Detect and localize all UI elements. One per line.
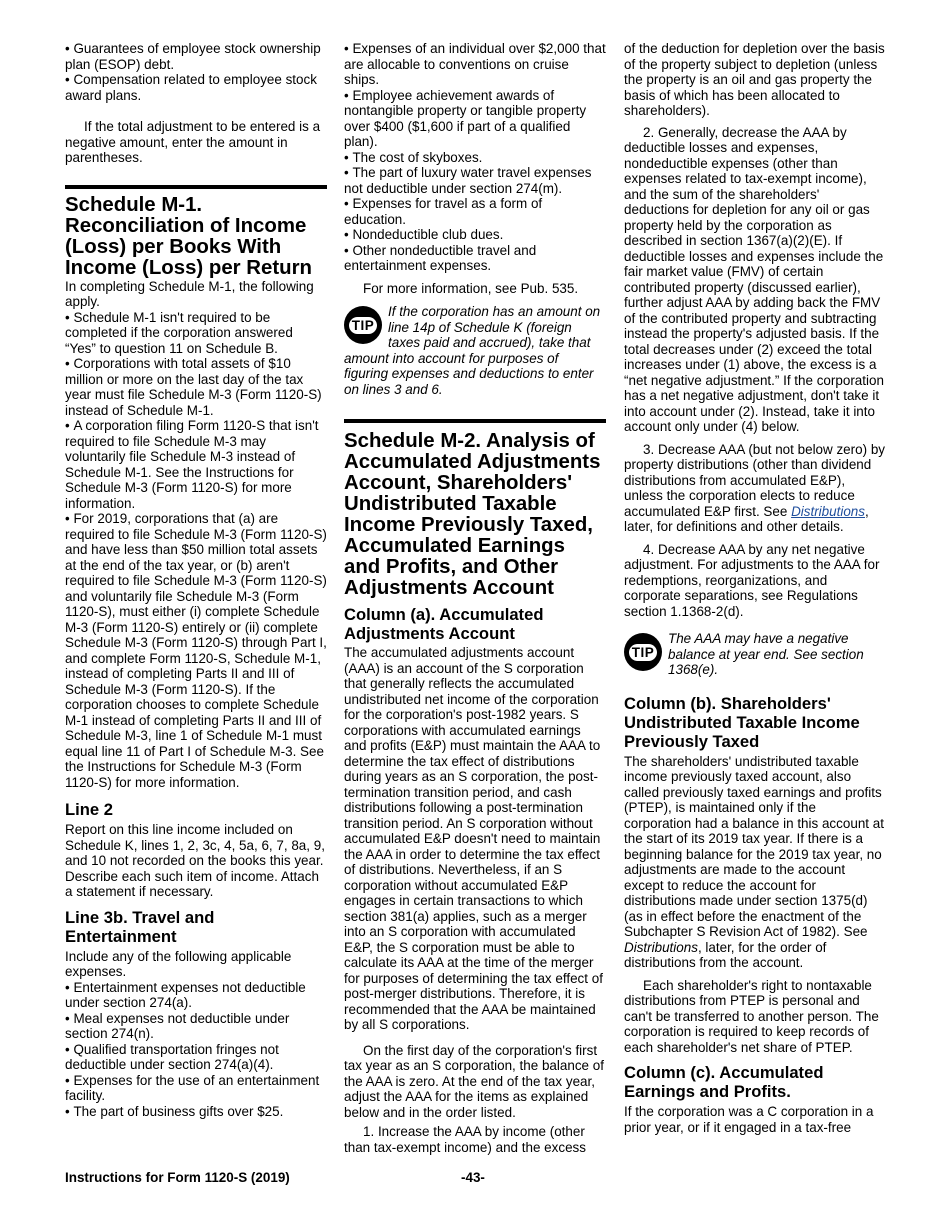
page-number: -43-: [461, 1170, 485, 1185]
paragraph: For more information, see Pub. 535.: [363, 280, 579, 296]
list-item: • A corporation filing Form 1120-S that isn't required to file Schedule M-3 may voluntarily file Schedule M-3 instead of Schedule M-1. See the Instructions for Schedule M-3 (Form 1120-S) for more information.: [65, 418, 327, 511]
list-item: • Schedule M-1 isn't required to be completed if the corporation answered “Yes” to question 11 on Schedule B.: [65, 310, 327, 357]
footer-title: Instructions for Form 1120-S (2019): [65, 1170, 290, 1185]
heading-schedule-m1: Schedule M-1. Reconciliation of Income (Loss) per Books With Income (Loss) per Return: [65, 193, 312, 279]
paragraph: 3. Decrease AAA (but not below zero) by property distributions (other than dividend distributions from accumulated E&P), unless the corporation elects to reduce accumulated E&P first. See Distributions, later, for definitions and other details.: [624, 441, 886, 534]
list-item: • For 2019, corporations that (a) are required to file Schedule M-3 (Form 1120-S) and have less than $50 million total assets at the end of the tax year, or (b) aren't required to file Schedule M-3 (Form 1120-S) and voluntarily file Schedule M-3 (Form 1120-S), must either (i) complete Schedule M-3 (Form 1120-S) entirely or (ii) complete Schedule M-3 (Form 1120-S) through Part I, and complete Form 1120-S, Schedule M-1, instead of completing Parts II and III of Schedule M-3 (Form 1120-S). If the corporation chooses to complete Schedule M-1 instead of completing Parts II and III of Schedule M-3, line 1 of Schedule M-1 must equal line 11 of Part I of Schedule M-3. See the Instructions for Schedule M-3 (Form 1120-S) for more information.: [65, 511, 327, 790]
tip-note: [344, 304, 606, 397]
list-item: • Compensation related to employee stock award plans.: [65, 72, 327, 103]
list-item: • Expenses of an individual over $2,000 that are allocable to conventions on cruise ships.: [344, 41, 606, 88]
tip-icon: TIP: [344, 306, 382, 344]
column-2: [344, 41, 606, 1155]
paragraph: The shareholders' undistributed taxable income previously taxed account, also called previously taxed earnings and profits (PTEP), is maintained only if the corporation had a balance in this account at the start of its 2019 tax year. If there is a beginning balance for the 2019 tax year, no adjustments are made to the account except to reduce the account for distributions made under section 1375(d) (as in effect before the enactment of the Subchapter S Revision Act of 1982). See Distributions, later, for the order of distributions from the account.: [624, 753, 884, 970]
heading-line-2: Line 2: [65, 800, 113, 819]
list-item: • Other nondeductible travel and entertainment expenses.: [344, 243, 606, 274]
section-rule: [344, 419, 606, 423]
paragraph: Include any of the following applicable expenses.: [65, 948, 292, 979]
paragraph: Report on this line income included on Schedule K, lines 1, 2, 3c, 4, 5a, 6, 7, 8a, 9, and 10 not recorded on the books this year. Describe each such item of income. Attach a statement if necessary.: [65, 822, 325, 899]
list-item: • The part of luxury water travel expenses not deductible under section 274(m).: [344, 165, 606, 196]
list-item: • Meal expenses not deductible under section 274(n).: [65, 1011, 327, 1042]
list-item: • Guarantees of employee stock ownership plan (ESOP) debt.: [65, 41, 327, 72]
tip-text: If the corporation has an amount on line 14p of Schedule K (foreign taxes paid and accrued), take that amount into account for purposes of figuring expenses and deductions to enter on lines 3 and 6.: [344, 304, 601, 397]
list-item: • Expenses for the use of an entertainment facility.: [65, 1073, 327, 1104]
list-item: • Expenses for travel as a form of education.: [344, 196, 606, 227]
paragraph: If the corporation was a C corporation in a prior year, or if it engaged in a tax-free: [624, 1104, 874, 1135]
column-3: [624, 41, 886, 1135]
distributions-link[interactable]: Distributions: [791, 503, 865, 519]
list-item: • Qualified transportation fringes not deductible under section 274(a)(4).: [65, 1042, 327, 1073]
paragraph: of the deduction for depletion over the basis of the property subject to depletion (unless the property is an oil and gas property the basis of which has been allocated to shareholders).: [624, 41, 885, 118]
heading-column-a: Column (a). Accumulated Adjustments Account: [344, 605, 544, 643]
paragraph: Each shareholder's right to nontaxable distributions from PTEP is personal and can't be transferred to another person. The corporation is required to keep records of each shareholder's net share of PTEP.: [624, 977, 879, 1055]
list-item: • Corporations with total assets of $10 million or more on the last day of the tax year must file Schedule M-3 (Form 1120-S) instead of Schedule M-1.: [65, 356, 327, 418]
tip-icon: TIP: [624, 633, 662, 671]
paragraph: If the total adjustment to be entered is a negative amount, enter the amount in parentheses.: [65, 119, 321, 165]
heading-schedule-m2: Schedule M-2. Analysis of Accumulated Adjustments Account, Shareholders' Undistributed Taxable Income Previously Taxed, Accumulated Earnings and Profits, and Other Adjustments Account: [344, 430, 601, 599]
section-rule: [65, 185, 327, 189]
heading-column-c: Column (c). Accumulated Earnings and Profits.: [624, 1063, 824, 1101]
heading-column-b: Column (b). Shareholders' Undistributed Taxable Income Previously Taxed: [624, 693, 860, 751]
column-1: [65, 41, 327, 1119]
list-item: • Entertainment expenses not deductible under section 274(a).: [65, 980, 327, 1011]
paragraph: 4. Decrease AAA by any net negative adjustment. For adjustments to the AAA for redemptions, reorganizations, and corporate separations, see Regulations section 1.1368-2(d).: [624, 541, 880, 619]
paragraph: In completing Schedule M-1, the following apply.: [65, 278, 314, 309]
list-item: • Nondeductible club dues.: [344, 227, 606, 243]
paragraph: 1. Increase the AAA by income (other than tax-exempt income) and the excess: [344, 1124, 586, 1155]
paragraph: On the first day of the corporation's first tax year as an S corporation, the balance of the AAA is zero. At the end of the tax year, adjust the AAA for the items as explained below and in the order listed.: [344, 1042, 604, 1120]
list-item: • The cost of skyboxes.: [344, 150, 606, 166]
heading-line-3b: Line 3b. Travel and Entertainment: [65, 907, 215, 946]
tip-note: [624, 631, 886, 678]
tip-text: The AAA may have a negative balance at year end. See section 1368(e).: [668, 631, 864, 677]
paragraph: 2. Generally, decrease the AAA by deductible losses and expenses, nondeductible expenses (other than expenses related to tax-exempt income), and the sum of the shareholders' deductions for depletion for any oil or gas property held by the corporation as described in section 1367(a)(2)(E). If deductible losses and expenses include the fair market value (FMV) of certain contributed property (discussed earlier), further adjust AAA by adding back the FMV of the contributed property and subtracting instead the property's adjusted basis. If the total decreases under (2) exceed the total increases under (1) above, the excess is a “net negative adjustment.” If the corporation has a net negative adjustment, don't take it into account under (2). Instead, take it into account only under (4) below.: [624, 124, 884, 434]
list-item: • The part of business gifts over $25.: [65, 1104, 327, 1120]
list-item: • Employee achievement awards of nontangible property or tangible property over $400 ($1,600 if part of a qualified plan).: [344, 88, 606, 150]
paragraph: The accumulated adjustments account (AAA) is an account of the S corporation that generally reflects the accumulated undistributed net income of the corporation for the corporation's post-1982 years. S corporations with accumulated earnings and profits (E&P) must maintain the AAA to determine the tax effect of distributions during years as an S corporation, the post-termination transition period, and cash distributions following a post-termination transition period. An S corporation without accumulated E&P doesn't need to maintain the AAA in order to determine the tax effect of distributions. Nevertheless, if an S corporation without accumulated E&P engages in certain transactions to which section 381(a) applies, such as a merger into an S corporation with accumulated E&P, the S corporation must be able to calculate its AAA at the time of the merger for purposes of determining the tax effect of post-merger distributions. Therefore, it is recommended that the AAA be maintained by all S corporations.: [344, 645, 603, 1032]
